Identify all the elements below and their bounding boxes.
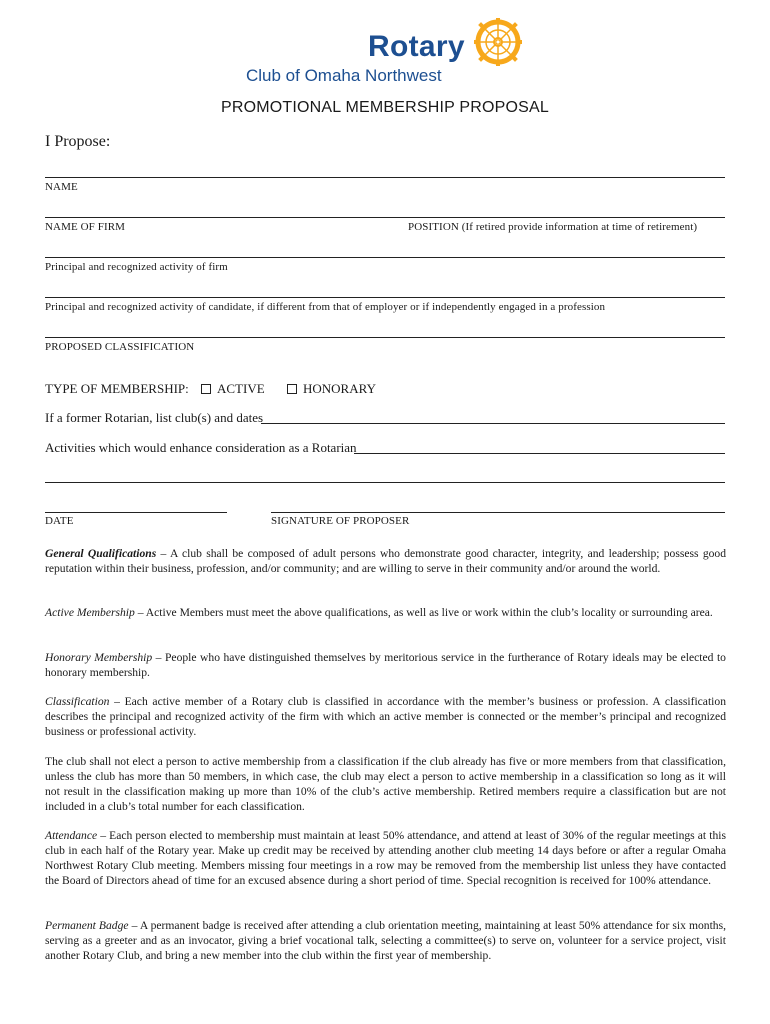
general-qualifications-paragraph <box>45 546 726 576</box>
date-label: DATE <box>45 515 74 527</box>
logo-club-name: Club of Omaha Northwest <box>246 66 442 85</box>
activity-candidate-line[interactable] <box>45 297 725 298</box>
name-line[interactable] <box>45 177 725 178</box>
classification-rule-text: The club shall not elect a person to active membership from a classification if the club already has five or more members from that classification, unless the club has more than 50 members, in which case, the club may elect a person to active membership in a classification so long as it will not result in the classification making up more than 10% of the club’s active membership. Retired members require a classification but are not included in a club’s total number for each classification. <box>45 755 726 813</box>
signature-label: SIGNATURE OF PROPOSER <box>271 515 410 527</box>
honorary-option-label: HONORARY <box>303 381 376 396</box>
former-rotarian-label: If a former Rotarian, list club(s) and dates <box>45 410 264 425</box>
attendance-heading: Attendance <box>45 829 98 842</box>
honorary-checkbox[interactable] <box>287 384 297 394</box>
active-checkbox[interactable] <box>201 384 211 394</box>
date-line[interactable] <box>45 512 227 513</box>
activities-label: Activities which would enhance consideration as a Rotarian <box>45 440 357 455</box>
logo-brand: Rotary <box>368 30 465 63</box>
position-label: POSITION (If retired provide information at time of retirement) <box>408 221 698 233</box>
classification-line[interactable] <box>45 337 725 338</box>
active-option[interactable] <box>201 381 265 397</box>
attendance-paragraph <box>45 828 726 888</box>
page-title: PROMOTIONAL MEMBERSHIP PROPOSAL <box>220 99 550 116</box>
permanent-badge-paragraph <box>45 918 726 963</box>
activities-extra-line[interactable] <box>45 482 725 483</box>
rotary-wheel-icon <box>474 18 522 66</box>
name-label: NAME <box>45 181 78 193</box>
classification-paragraph <box>45 694 726 739</box>
honorary-membership-heading: Honorary Membership <box>45 651 153 664</box>
classification-label: PROPOSED CLASSIFICATION <box>45 341 195 353</box>
honorary-option[interactable] <box>287 381 376 397</box>
firm-label: NAME OF FIRM <box>45 221 126 233</box>
general-qualifications-text: – A club shall be composed of adult persons who demonstrate good character, integrity, and leadership; possess good reputation within their business, profession, and/or community; and are willing to serve in their community and/or around the world. <box>45 547 727 575</box>
active-option-label: ACTIVE <box>217 381 265 396</box>
activities-line[interactable] <box>354 453 725 454</box>
permanent-badge-heading: Permanent Badge <box>45 919 129 932</box>
permanent-badge-text: – A permanent badge is received after attending a club orientation meeting, maintaining at least 50% attendance for six months, serving as a greeter and as an invocator, giving a brief vocational talk, selecting a committee(s) to serve on, volunteer for a service project, visit another Rotary Club, and bring a new member into the club within the first year of membership. <box>45 919 726 962</box>
classification-heading: Classification <box>45 695 110 708</box>
classification-text: – Each active member of a Rotary club is classified in accordance with the member’s business or profession. A classification describes the principal and recognized activity of the firm with which an active member is connected or the member’s principal and recognized business or professional activity. <box>45 695 726 738</box>
activity-candidate-label: Principal and recognized activity of candidate, if different from that of employer or if independently engaged in a profession <box>45 301 606 313</box>
activity-firm-label: Principal and recognized activity of firm <box>45 261 228 273</box>
general-qualifications-heading: General Qualifications <box>45 547 157 560</box>
signature-line[interactable] <box>271 512 725 513</box>
active-membership-text: – Active Members must meet the above qualifications, as well as live or work within the club’s locality or surrounding area. <box>134 606 713 619</box>
firm-line[interactable] <box>45 217 725 218</box>
former-rotarian-line[interactable] <box>261 423 725 424</box>
attendance-text: – Each person elected to membership must maintain at least 50% attendance, and attend at least of 30% of the regular meetings at this club in each half of the Rotary year. Make up credit may be received by attending another club meeting 14 days before or after a regular Omaha Northwest Rotary Club meeting. Members missing four meetings in a row may be removed from the membership list unless they have contacted the Board of Directors ahead of time for an excused absence during a short period of time. Special recognition is received for 100% attendance. <box>45 829 726 887</box>
classification-rule-paragraph <box>45 754 726 814</box>
intro-text: I Propose: <box>45 133 111 150</box>
activity-firm-line[interactable] <box>45 257 725 258</box>
membership-type-label: TYPE OF MEMBERSHIP: <box>45 381 189 396</box>
active-membership-paragraph <box>45 605 726 620</box>
honorary-membership-text: – People who have distinguished themselves by meritorious service in the furtherance of Rotary ideals may be elected to honorary membership. <box>45 651 726 679</box>
rotary-logo <box>246 16 526 88</box>
honorary-membership-paragraph <box>45 650 726 680</box>
active-membership-heading: Active Membership <box>45 606 135 619</box>
